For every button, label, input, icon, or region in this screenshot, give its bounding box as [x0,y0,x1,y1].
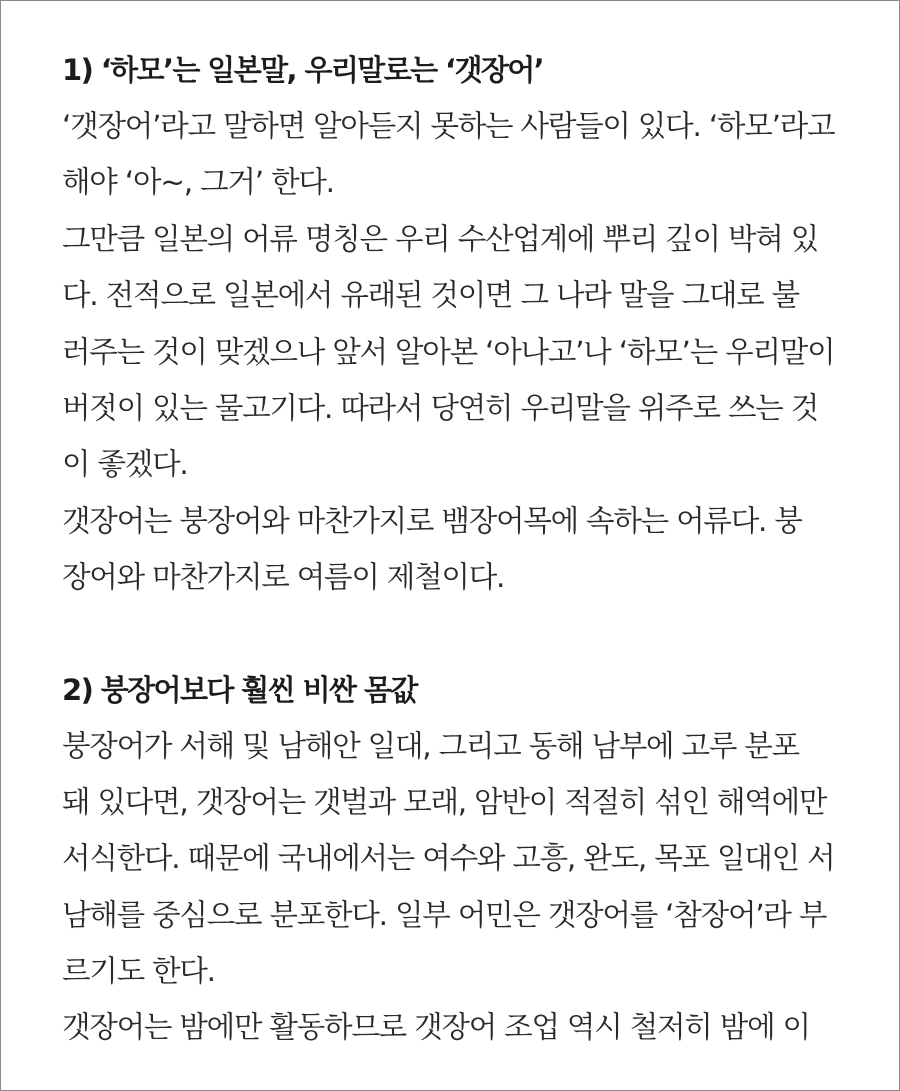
paragraph-line: 그만큼 일본의 어류 명칭은 우리 수산업계에 뿌리 깊이 박혀 있 [62,221,819,256]
paragraph-line: 돼 있다면, 갯장어는 갯벌과 모래, 암반이 적절히 섞인 해역에만 [62,784,827,819]
paragraph-line: 버젓이 있는 물고기다. 따라서 당연히 우리말을 위주로 쓰는 것 [62,390,819,425]
paragraph-line: 붕장어가 서해 및 남해안 일대, 그리고 동해 남부에 고루 분포 [62,728,799,763]
paragraph-line: 갯장어는 밤에만 활동하므로 갯장어 조업 역시 철저히 밤에 이 [62,1010,810,1045]
article-body [62,42,862,1056]
paragraph-line: 서식한다. 때문에 국내에서는 여수와 고흥, 완도, 목포 일대인 서 [62,841,835,876]
paragraph-line: 다. 전적으로 일본에서 유래된 것이면 그 나라 말을 그대로 불 [62,278,799,313]
section-heading-price: 2) 붕장어보다 훨씬 비싼 몸값 [62,672,417,707]
paragraph-line: 해야 ‘아~, 그거’ 한다. [62,165,334,200]
paragraph-line: ‘갯장어’라고 말하면 알아듣지 못하는 사람들이 있다. ‘하모’라고 [62,109,835,143]
paragraph-line: 이 좋겠다. [62,447,188,482]
paragraph-line: 르기도 한다. [62,954,215,989]
section-spacer [62,606,862,662]
paragraph-line: 장어와 마찬가지로 여름이 제철이다. [62,560,505,595]
paragraph-line: 남해를 중심으로 분포한다. 일부 어민은 갯장어를 ‘참장어’라 부 [62,897,827,932]
paragraph-line: 갯장어는 붕장어와 마찬가지로 뱀장어목에 속하는 어류다. 붕 [62,503,802,538]
section-heading-hamo: 1) ‘하모’는 일본말, 우리말로는 ‘갯장어’ [62,53,544,87]
paragraph-line: 러주는 것이 맞겠으나 앞서 알아본 ‘아나고’나 ‘하모’는 우리말이 [62,334,835,369]
